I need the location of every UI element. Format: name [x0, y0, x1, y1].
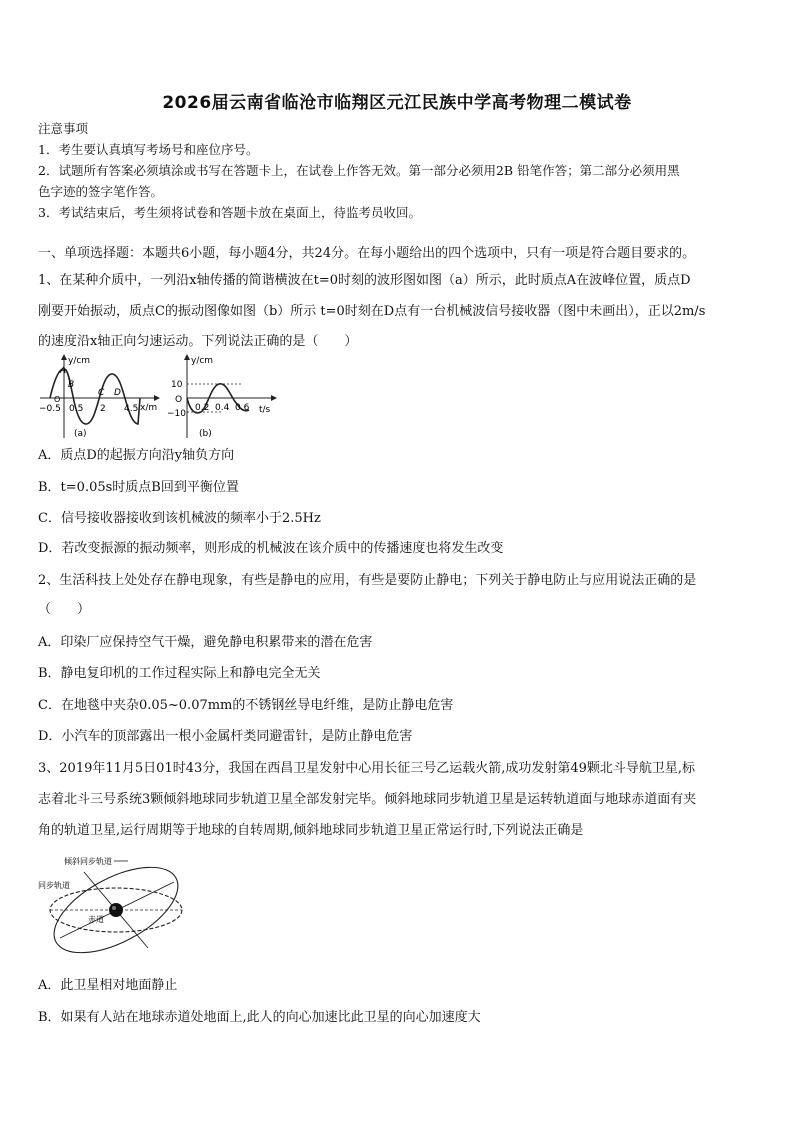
question-2-line: （ ）	[38, 602, 91, 617]
q2-option-b: B．静电复印机的工作过程实际上和静电完全无关	[38, 666, 321, 681]
orbit-diagram	[36, 852, 196, 962]
note-item: 3．考试结束后，考生须将试卷和答题卡放在桌面上，待监考员收回。	[38, 205, 421, 220]
fig-b-caption: (b)	[199, 429, 212, 439]
q3-option-a: A．此卫星相对地面静止	[38, 978, 178, 993]
note-item: 色字迹的签字笔作答。	[38, 184, 164, 199]
orbit-label-equator: 赤道	[88, 915, 104, 924]
note-item: 2．试题所有答案必须填涂或书写在答题卡上，在试卷上作答无效。第一部分必须用2B 铅笔作答；第二部分必须用黑	[38, 163, 680, 178]
question-1-line: 的速度沿x轴正向匀速运动。下列说法正确的是（ ）	[38, 334, 358, 349]
note-item: 1．考生要认真填写考场号和座位序号。	[38, 142, 259, 157]
q1-option-c: C．信号接收器接收到该机械波的频率小于2.5Hz	[38, 511, 321, 526]
fig-b-xtick: 0.2	[195, 403, 210, 413]
fig-a-ylabel: y/cm	[68, 356, 91, 366]
fig-a-point: C	[98, 388, 105, 398]
fig-a-tick: 4.5	[124, 404, 139, 414]
notes-heading: 注意事项	[38, 121, 89, 136]
fig-b-xlabel: t/s	[259, 405, 271, 415]
orbit-label-incline: 倾斜同步轨道	[64, 857, 112, 866]
figure-b-vibration-graph	[163, 352, 283, 442]
section-heading: 一、单项选择题：本题共6小题，每小题4分，共24分。在每小题给出的四个选项中，只有一项是符合题目要求的。	[38, 246, 696, 261]
q1-option-a: A．质点D的起振方向沿y轴负方向	[38, 448, 235, 463]
question-3-line: 3、2019年11月5日01时43分，我国在西昌卫星发射中心用长征三号乙运载火箭,成功发射第49颗北斗导航卫星,标	[38, 761, 696, 776]
fig-b-ytick: 10	[171, 380, 183, 390]
fig-a-point: B	[68, 380, 75, 390]
fig-b-xtick: 0.6	[235, 403, 250, 413]
q2-option-a: A．印染厂应保持空气干燥，避免静电积累带来的潜在危害	[38, 635, 373, 650]
figure-a-wave-graph	[36, 352, 168, 442]
fig-a-point: A	[60, 366, 67, 376]
orbit-label-sync: 同步轨道	[38, 881, 70, 890]
fig-b-xtick: 0.4	[215, 403, 230, 413]
fig-a-origin: O	[54, 395, 61, 404]
fig-a-caption: (a)	[74, 429, 87, 439]
question-1-line: 1、在某种介质中，一列沿x轴传播的简谐横波在t=0时刻的波形图如图（a）所示，此时质点A在波峰位置，质点D	[38, 273, 691, 288]
fig-b-ytick: O	[175, 395, 183, 405]
q2-option-c: C．在地毯中夹杂0.05~0.07mm的不锈钢丝导电纤维，是防止静电危害	[38, 698, 454, 713]
fig-a-xlabel: x/m	[140, 403, 158, 413]
q1-option-b: B．t=0.05s时质点B回到平衡位置	[38, 480, 239, 495]
fig-a-tick: 0.5	[69, 404, 84, 414]
question-1-line: 刚要开始振动，质点C的振动图像如图（b）所示 t=0时刻在D点有一台机械波信号接收器（图中未画出），正以2m/s	[38, 304, 706, 319]
question-3-line: 角的轨道卫星,运行周期等于地球的自转周期,倾斜地球同步轨道卫星正常运行时,下列说法正确是	[38, 823, 584, 838]
question-2-line: 2、生活科技上处处存在静电现象，有些是静电的应用，有些是要防止静电；下列关于静电防止与应用说法正确的是	[38, 573, 697, 588]
fig-a-tick: 2	[100, 404, 106, 414]
q3-option-b: B．如果有人站在地球赤道处地面上,此人的向心加速比此卫星的向心加速度大	[38, 1010, 481, 1025]
question-3-line: 志着北斗三号系统3颗倾斜地球同步轨道卫星全部发射完毕。倾斜地球同步轨道卫星是运转轨道面与地球赤道面有夹	[38, 792, 697, 807]
q1-option-d: D．若改变振源的振动频率，则形成的机械波在该介质中的传播速度也将发生改变	[38, 541, 504, 556]
page-title: 2026届云南省临沧市临翔区元江民族中学高考物理二模试卷	[162, 93, 632, 113]
fig-a-tick: −0.5	[39, 404, 61, 414]
fig-b-ylabel: y/cm	[191, 356, 214, 366]
fig-a-point: D	[114, 388, 121, 398]
fig-b-ytick: −10	[167, 409, 186, 419]
q2-option-d: D．小汽车的顶部露出一根小金属杆类同避雷针，是防止静电危害	[38, 729, 413, 744]
